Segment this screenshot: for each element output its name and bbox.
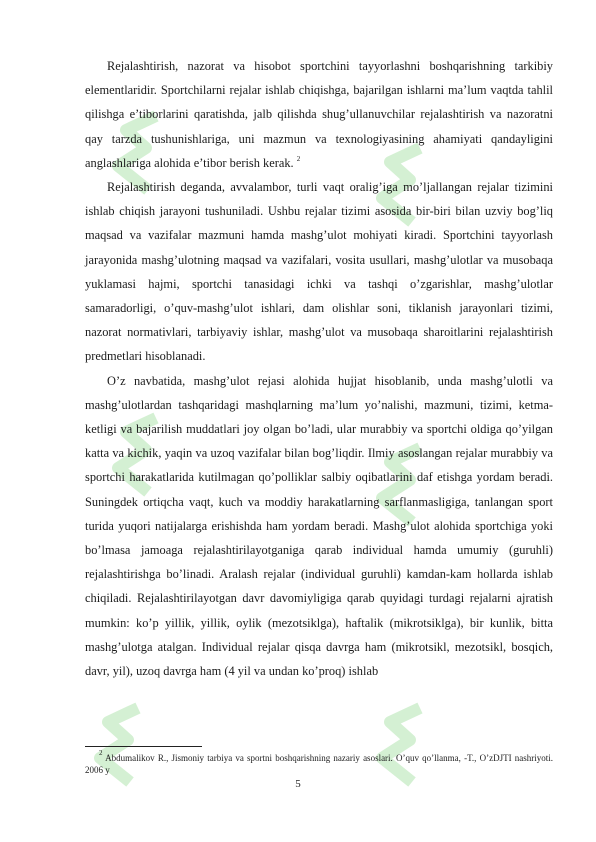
body-text (85, 54, 553, 683)
page-number: 5 (295, 778, 301, 790)
footnote-reference[interactable]: 2 (296, 154, 301, 163)
footnote (85, 749, 553, 776)
paragraph-2: Rejalashtirish deganda, avvalambor, turli vaqt oralig’iga mo’ljallangan rejalar tizimini ishlab chiqish jarayoni tushuniladi. Ushbu rejalar tizimi asosida bir-biri bilan uzviy bog’liq maqsad va vazifalar mazmuni hamda mashg’ulot mohiyati kiradi. Sportchini tayyorlash jarayonida mashg’ulotning maqsad va vazifalari, vosita usullari, mashg’ulotlar va musobaqa yuklamasi hajmi, sportchi tanasidagi ichki va tashqi o’zgarishlar, mashg’ulotlar samaradorligi, o’quv-mashg’ulot ishlari, dam olishlar soni, tiklanish jarayonlari tizimi, nazorat normativlari, tarbiyaviy ishlar, mashg’ulot va musobaqa sharoitlarini rejalashtirish predmetlari hisoblanadi. (85, 180, 553, 364)
footnote-text: Abdumalikov R., Jismoniy tarbiya va sportni boshqarishning nazariy asoslari. O’quv qo’llanma, -T., O’zDJTI nashriyoti. 2006 y (85, 753, 553, 775)
watermark-icon (372, 700, 432, 790)
paragraph-3: O’z navbatida, mashg’ulot rejasi alohida hujjat hisoblanib, unda mashg’ulotli va mashg’ulotlardan tashqaridagi mashqlarning ma’lum yo’nalishi, mazmuni, tizimi, ketma-ketligi va bajarilish muddatlari joy olgan bo’ladi, ular murabbiy va sportchi oldiga qo’yilgan katta va kichik, yaqin va uzoq vazifalar bilan bog’liqdir. Ilmiy asoslangan rejalar murabbiy va sportchi harakatlarida kutilmagan qo’polliklar salbiy oqibatlarini daf etishga yordam beradi. Suningdek ortiqcha vaqt, kuch va moddiy harakatlarning sarflanmasligiga, tanlangan sport turida yuqori natijalarga erishishda ham yordam beradi. Mashg’ulot alohida sportchiga yoki bo’lmasa jamoaga rejalashtirilayotganiga qarab individual hamda umumiy (guruhli) rejalashtirishga bo’linadi. Aralash rejalar (individual guruhli) kamdan-kam hollarda ishlab chiqiladi. Rejalashtirilayotgan davr davomiyligiga qarab quyidagi turdagi rejalarni ajratish mumkin: ko’p yillik, yillik, oylik (mezotsiklga), haftalik (mikrotsiklga), bir kunlik, bitta mashg’ulotga atalgan. Individual rejalar qisqa davrga ham (mikrotsikl, mezotsikl, bosqich, davr, yil), uzoq davrga ham (4 yil va undan ko’proq) ishlab (85, 373, 553, 679)
paragraph-1: Rejalashtirish, nazorat va hisobot sportchini tayyorlashni boshqarishning tarkibiy elementlaridir. Sportchilarni rejalar ishlab chiqishga, bajarilgan ishlarni ma’lum vaqtda tahlil qilishga e’tiborlarini qaratishda, jalb qilishda shug’ullanuvchilar rejalashtirish va nazoratni qay tarzda tushunishlariga, uni mazmun va texnologiyasining ahamiyati qandayligini anglashlariga alohida e’tibor berish kerak. $^2$ (85, 59, 553, 170)
footnote-divider (85, 746, 202, 747)
watermark-icon (90, 700, 150, 790)
footnote-marker: 2 (99, 749, 103, 757)
